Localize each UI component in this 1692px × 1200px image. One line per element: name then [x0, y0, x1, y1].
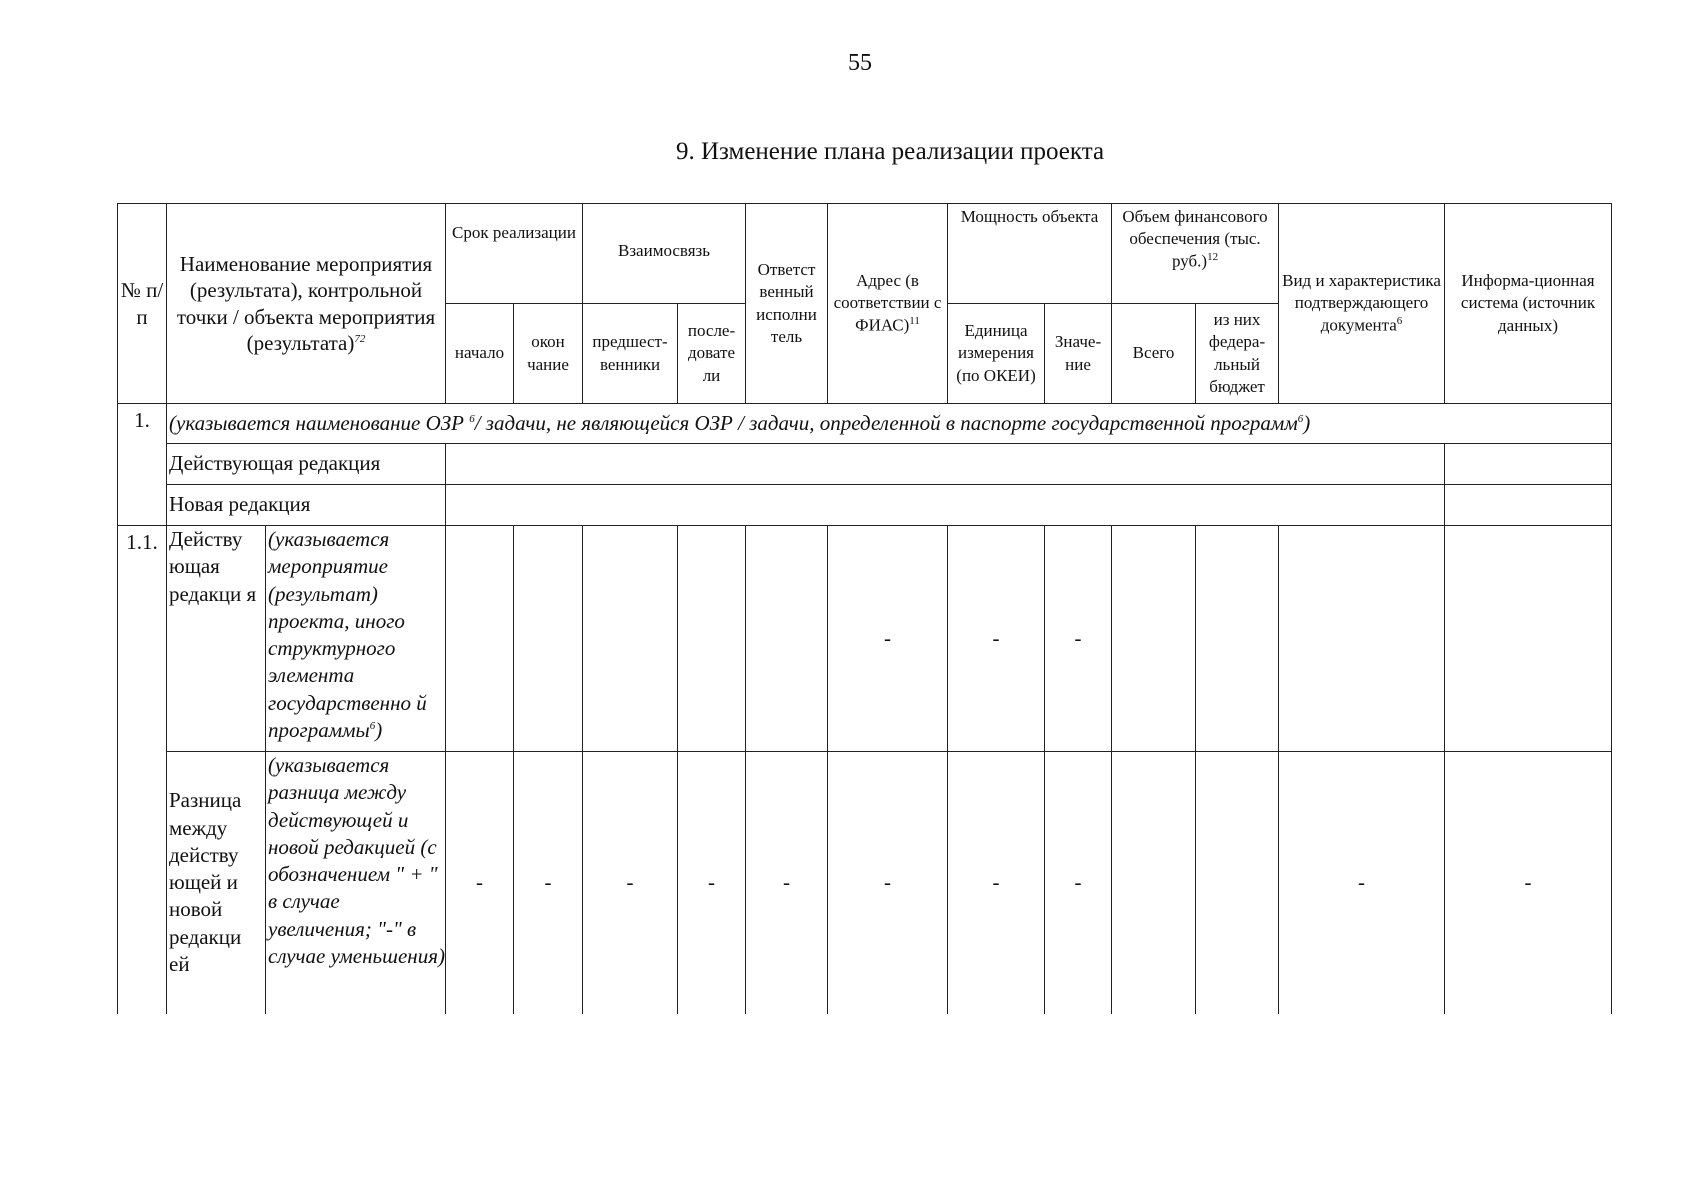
- header-term-start: начало: [446, 304, 514, 404]
- row-diff-doc: -: [1279, 752, 1445, 1014]
- header-responsible: Ответст венный исполни тель: [746, 204, 828, 404]
- new-edition-value: [446, 485, 1445, 526]
- row-diff-value: -: [1045, 752, 1112, 1014]
- row-diff-end: -: [514, 752, 583, 1014]
- header-finance-federal: из них федера-льный бюджет: [1196, 304, 1279, 404]
- header-capacity: Мощность объекта: [948, 204, 1112, 304]
- header-link-next: после-довате ли: [678, 304, 746, 404]
- page-number: 55: [848, 50, 872, 76]
- header-info-system: Информа-ционная система (источник данных): [1445, 204, 1612, 404]
- row-1-1-end: [514, 526, 583, 752]
- current-edition-value: [446, 444, 1445, 485]
- header-link: Взаимосвязь: [583, 204, 746, 304]
- row-1-1-description: (указывается мероприятие (результат) проекта, иного структурного элемента государственно й программы$^6$): [266, 526, 446, 752]
- new-edition-info: [1445, 485, 1612, 526]
- row-diff-federal: [1196, 752, 1279, 1014]
- row-1-1-start: [446, 526, 514, 752]
- row-1-1-total: [1112, 526, 1196, 752]
- row-1-1-address: -: [828, 526, 948, 752]
- row-diff-unit: -: [948, 752, 1045, 1014]
- header-link-prev: предшест-венники: [583, 304, 678, 404]
- header-term-end: окон чание: [514, 304, 583, 404]
- row-diff-prev: -: [583, 752, 678, 1014]
- row-1-1-info: [1445, 526, 1612, 752]
- row-diff-info: -: [1445, 752, 1612, 1014]
- header-doc-type: Вид и характеристика подтверждающего документа$^6$: [1279, 204, 1445, 404]
- header-term: Срок реализации: [446, 204, 583, 304]
- row-1-1-prev: [583, 526, 678, 752]
- header-capacity-value: Значе-ние: [1045, 304, 1112, 404]
- row-diff-address: -: [828, 752, 948, 1014]
- header-address: Адрес (в соответствии с ФИАС)$^{11}$: [828, 204, 948, 404]
- row-1-1-next: [678, 526, 746, 752]
- row-diff-start: -: [446, 752, 514, 1014]
- row-diff-description: (указывается разница между действующей и новой редакцией (с обозначением " + " в случае увеличения; "-" в случае уменьшения): [266, 752, 446, 1014]
- current-edition-label: Действующая редакция: [167, 444, 446, 485]
- row-1-1-unit: -: [948, 526, 1045, 752]
- row-1-1-federal: [1196, 526, 1279, 752]
- row-diff-total: [1112, 752, 1196, 1014]
- plan-table: [117, 203, 1612, 1014]
- row-1-1-number: 1.1.: [118, 526, 167, 1014]
- header-name: Наименование мероприятия (результата), контрольной точки / объекта мероприятия (результата)$^{72}$: [167, 204, 446, 404]
- row-1-1-doc: [1279, 526, 1445, 752]
- header-finance-total: Всего: [1112, 304, 1196, 404]
- current-edition-info: [1445, 444, 1612, 485]
- row-diff-label: Разница между действу ющей и новой редакци ей: [167, 752, 266, 1014]
- header-num: № п/п: [118, 204, 167, 404]
- row-1-number: 1.: [118, 404, 167, 526]
- row-1-1-label: Действу ющая редакци я: [167, 526, 266, 752]
- row-1-description: (указывается наименование ОЗР $^6$/ задачи, не являющейся ОЗР / задачи, определенной в паспорте государственной программ$^6$): [167, 404, 1612, 444]
- row-1-1-responsible: [746, 526, 828, 752]
- row-1-1-value: -: [1045, 526, 1112, 752]
- header-finance: Объем финансового обеспечения (тыс. руб.)$^{12}$: [1112, 204, 1279, 304]
- new-edition-label: Новая редакция: [167, 485, 446, 526]
- row-diff-responsible: -: [746, 752, 828, 1014]
- row-diff-next: -: [678, 752, 746, 1014]
- header-capacity-unit: Единица измерения (по ОКЕИ): [948, 304, 1045, 404]
- page-title: 9. Изменение плана реализации проекта: [675, 138, 1105, 165]
